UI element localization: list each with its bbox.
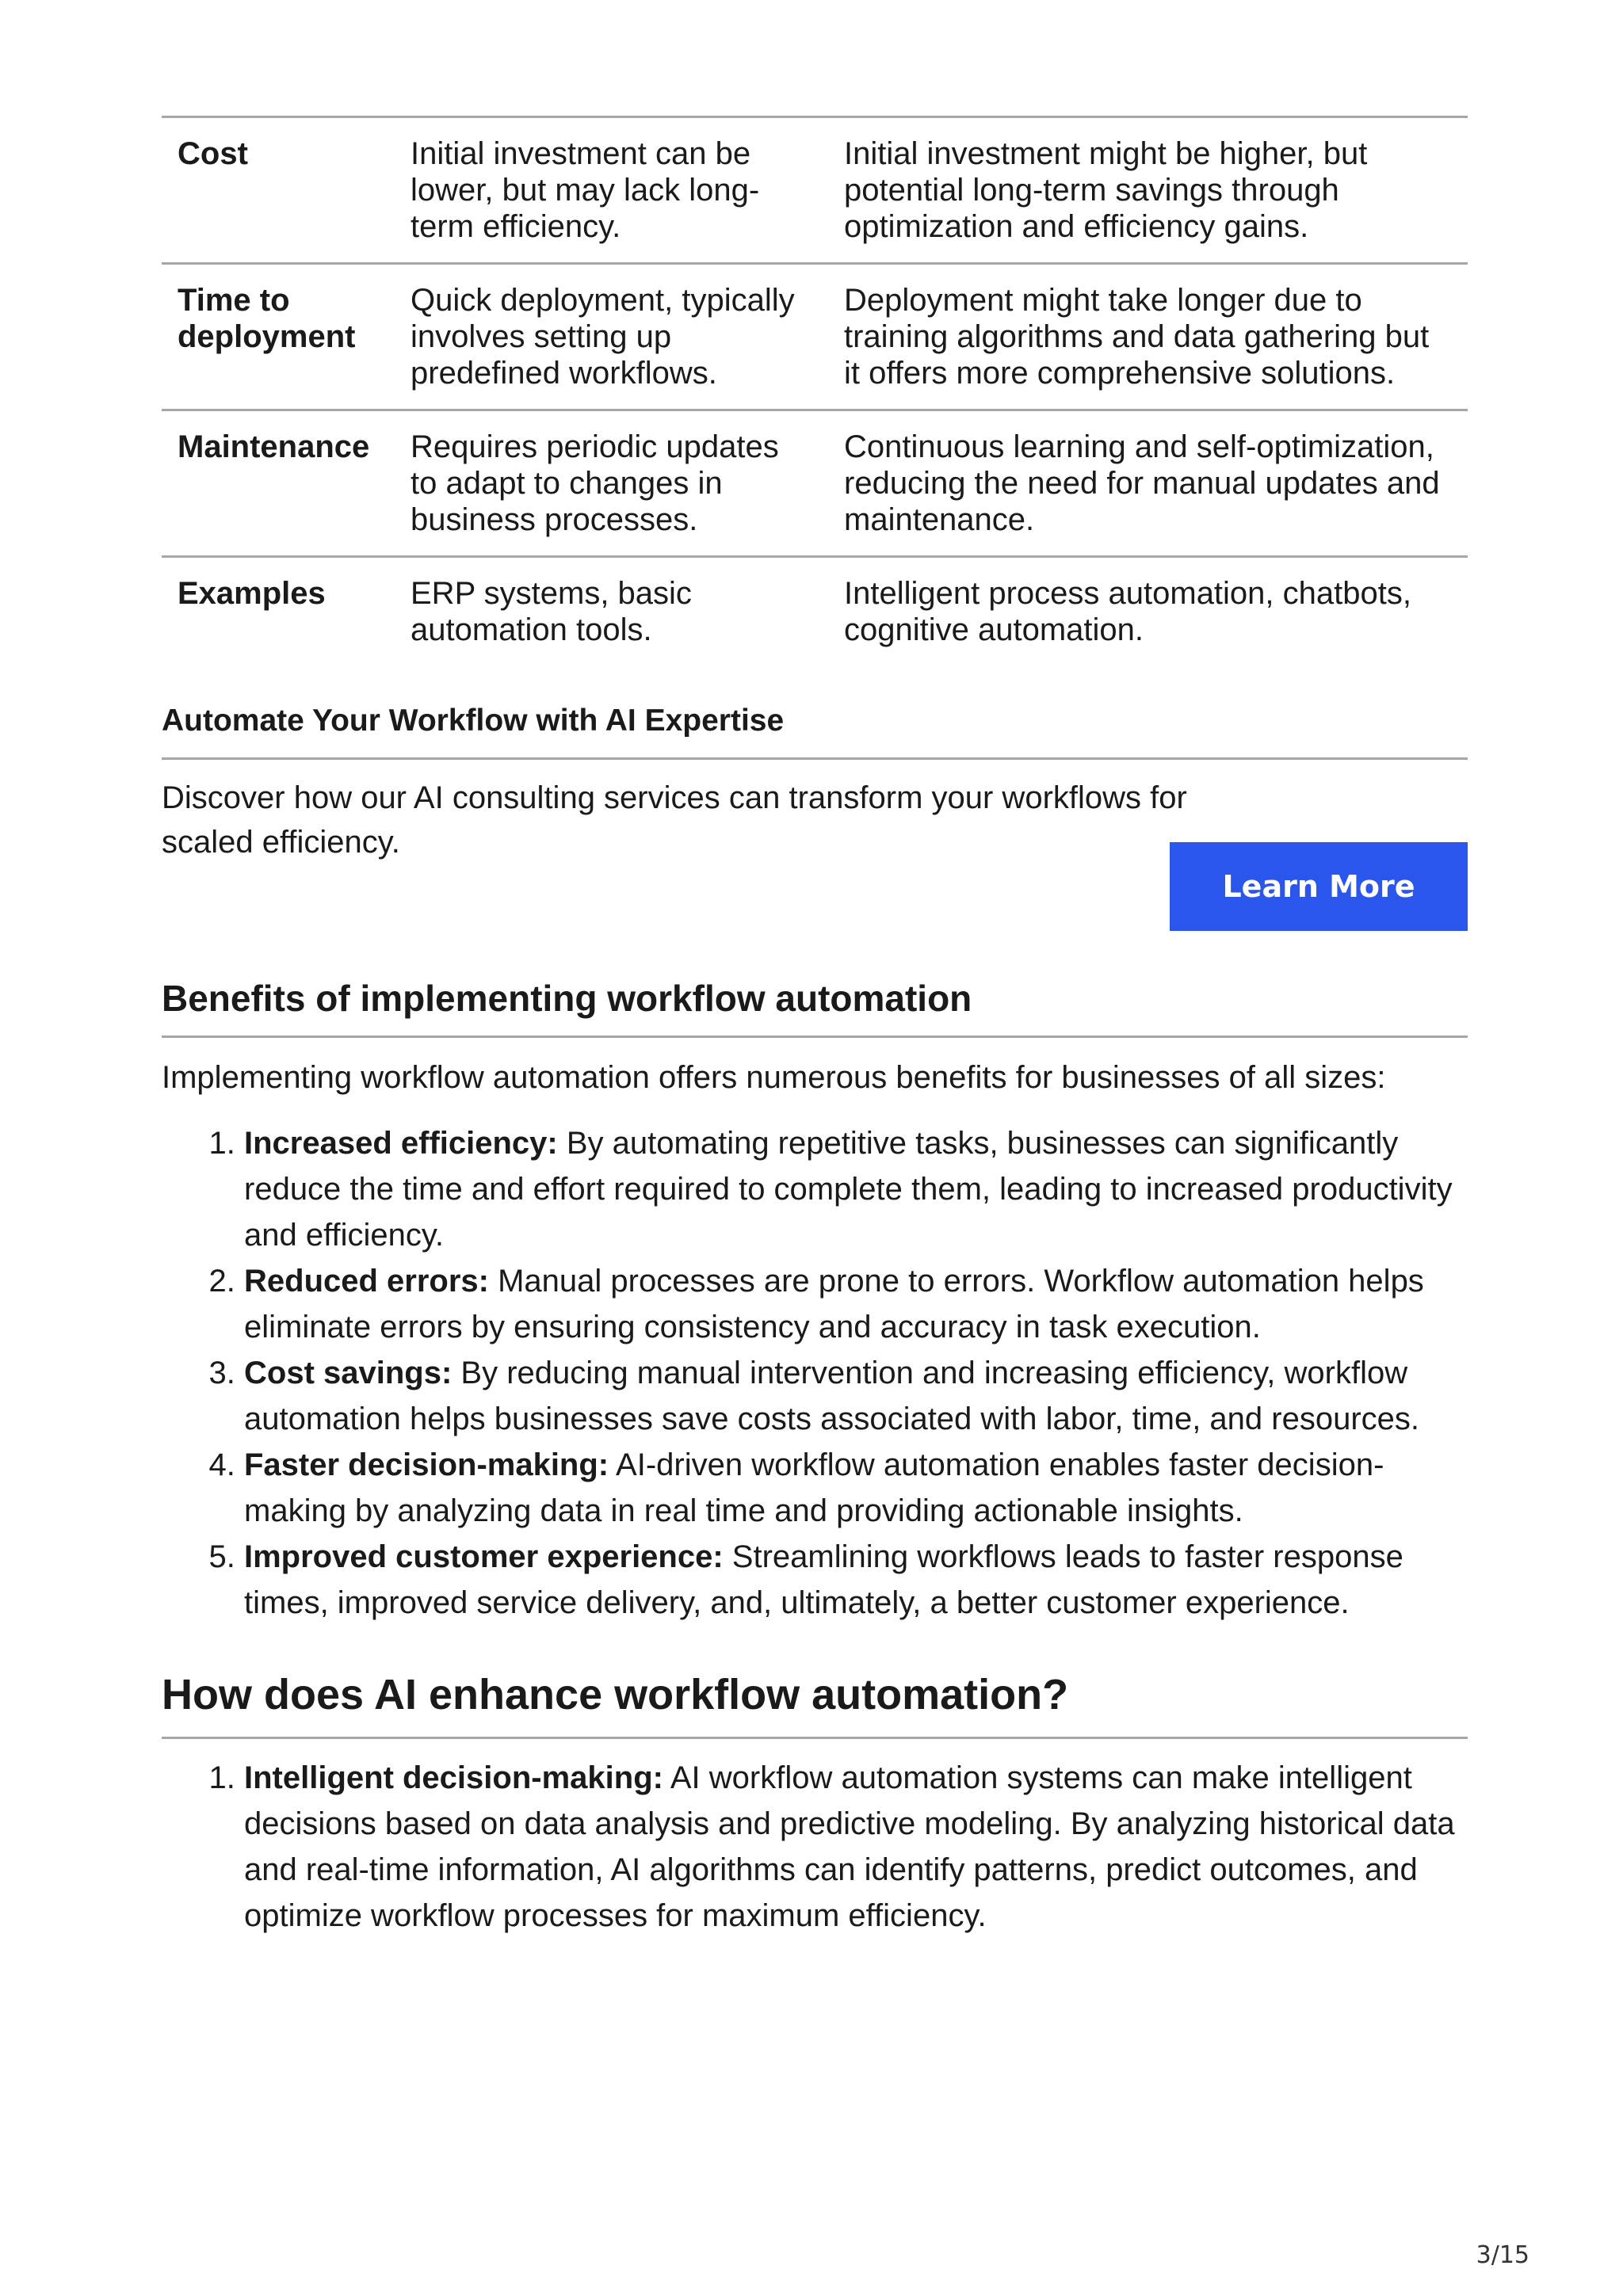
- table-row: [162, 117, 1468, 264]
- table-row: [162, 557, 1468, 666]
- traditional-cell: ERP systems, basic automation tools.: [411, 576, 692, 647]
- row-label: Examples: [178, 576, 326, 611]
- list-item: [244, 1534, 1468, 1626]
- item-term: Increased efficiency:: [244, 1126, 558, 1161]
- item-term: Reduced errors:: [244, 1264, 489, 1299]
- list-item: [244, 1755, 1468, 1939]
- comparison-table: [162, 116, 1468, 666]
- benefits-heading: Benefits of implementing workflow automation: [162, 977, 1468, 1038]
- item-text: By automating repetitive tasks, businesses can significantly reduce the time and effort required to complete them, leading to increased productivity and efficiency.: [244, 1126, 1453, 1253]
- item-term: Faster decision-making:: [244, 1447, 609, 1482]
- ai-cell: Continuous learning and self-optimization, reducing the need for manual updates and maintenance.: [827, 410, 1468, 557]
- traditional-cell: Requires periodic updates to adapt to changes in business processes.: [393, 410, 827, 557]
- learn-more-button[interactable]: Learn More: [1170, 842, 1468, 931]
- table-row: [162, 410, 1468, 557]
- list-item: [244, 1120, 1468, 1258]
- row-label: Maintenance: [162, 410, 393, 557]
- ai-section-heading: How does AI enhance workflow automation?: [162, 1670, 1468, 1739]
- ai-cell: Intelligent process automation, chatbots, cognitive automation.: [844, 576, 1411, 647]
- item-text: Streamlining workflows leads to faster response times, improved service delivery, and, ultimately, a better customer experience.: [244, 1539, 1403, 1620]
- item-term: Cost savings:: [244, 1356, 453, 1390]
- ai-section-list: [162, 1755, 1468, 1939]
- list-item: [244, 1350, 1468, 1442]
- page-content: [162, 116, 1468, 1939]
- row-label: Cost: [162, 117, 393, 264]
- row-label: Time to deployment: [162, 264, 393, 410]
- ai-cell: Initial investment might be higher, but potential long-term savings through optimization and efficiency gains.: [827, 117, 1468, 264]
- ai-cell: Deployment might take longer due to training algorithms and data gathering but it offers more comprehensive solutions.: [827, 264, 1468, 410]
- item-text: AI workflow automation systems can make intelligent decisions based on data analysis and predictive modeling. By analyzing historical data and real-time information, AI algorithms can identify patterns, predict outcomes, and optimize workflow processes for maximum efficiency.: [244, 1760, 1455, 1933]
- cta-box: [162, 776, 1468, 942]
- table-row: [162, 264, 1468, 410]
- item-text: By reducing manual intervention and increasing efficiency, workflow automation helps businesses save costs associated with labor, time, and resources.: [244, 1356, 1420, 1436]
- item-text: AI-driven workflow automation enables faster decision-making by analyzing data in real time and providing actionable insights.: [244, 1447, 1384, 1528]
- benefits-list: [162, 1120, 1468, 1626]
- item-text: Manual processes are prone to errors. Workflow automation helps eliminate errors by ensuring consistency and accuracy in task execution.: [244, 1264, 1424, 1344]
- traditional-cell: Quick deployment, typically involves setting up predefined workflows.: [393, 264, 827, 410]
- cta-text: Discover how our AI consulting services can transform your workflows for scaled efficiency.: [162, 780, 1187, 860]
- benefits-intro: Implementing workflow automation offers numerous benefits for businesses of all sizes:: [162, 1060, 1386, 1095]
- traditional-cell: Initial investment can be lower, but may lack long-term efficiency.: [393, 117, 827, 264]
- list-item: [244, 1442, 1468, 1534]
- list-item: [244, 1258, 1468, 1350]
- item-term: Improved customer experience:: [244, 1539, 724, 1574]
- cta-title: Automate Your Workflow with AI Expertise: [162, 704, 1468, 760]
- item-term: Intelligent decision-making:: [244, 1760, 663, 1795]
- page-number: 3/15: [1476, 2241, 1529, 2269]
